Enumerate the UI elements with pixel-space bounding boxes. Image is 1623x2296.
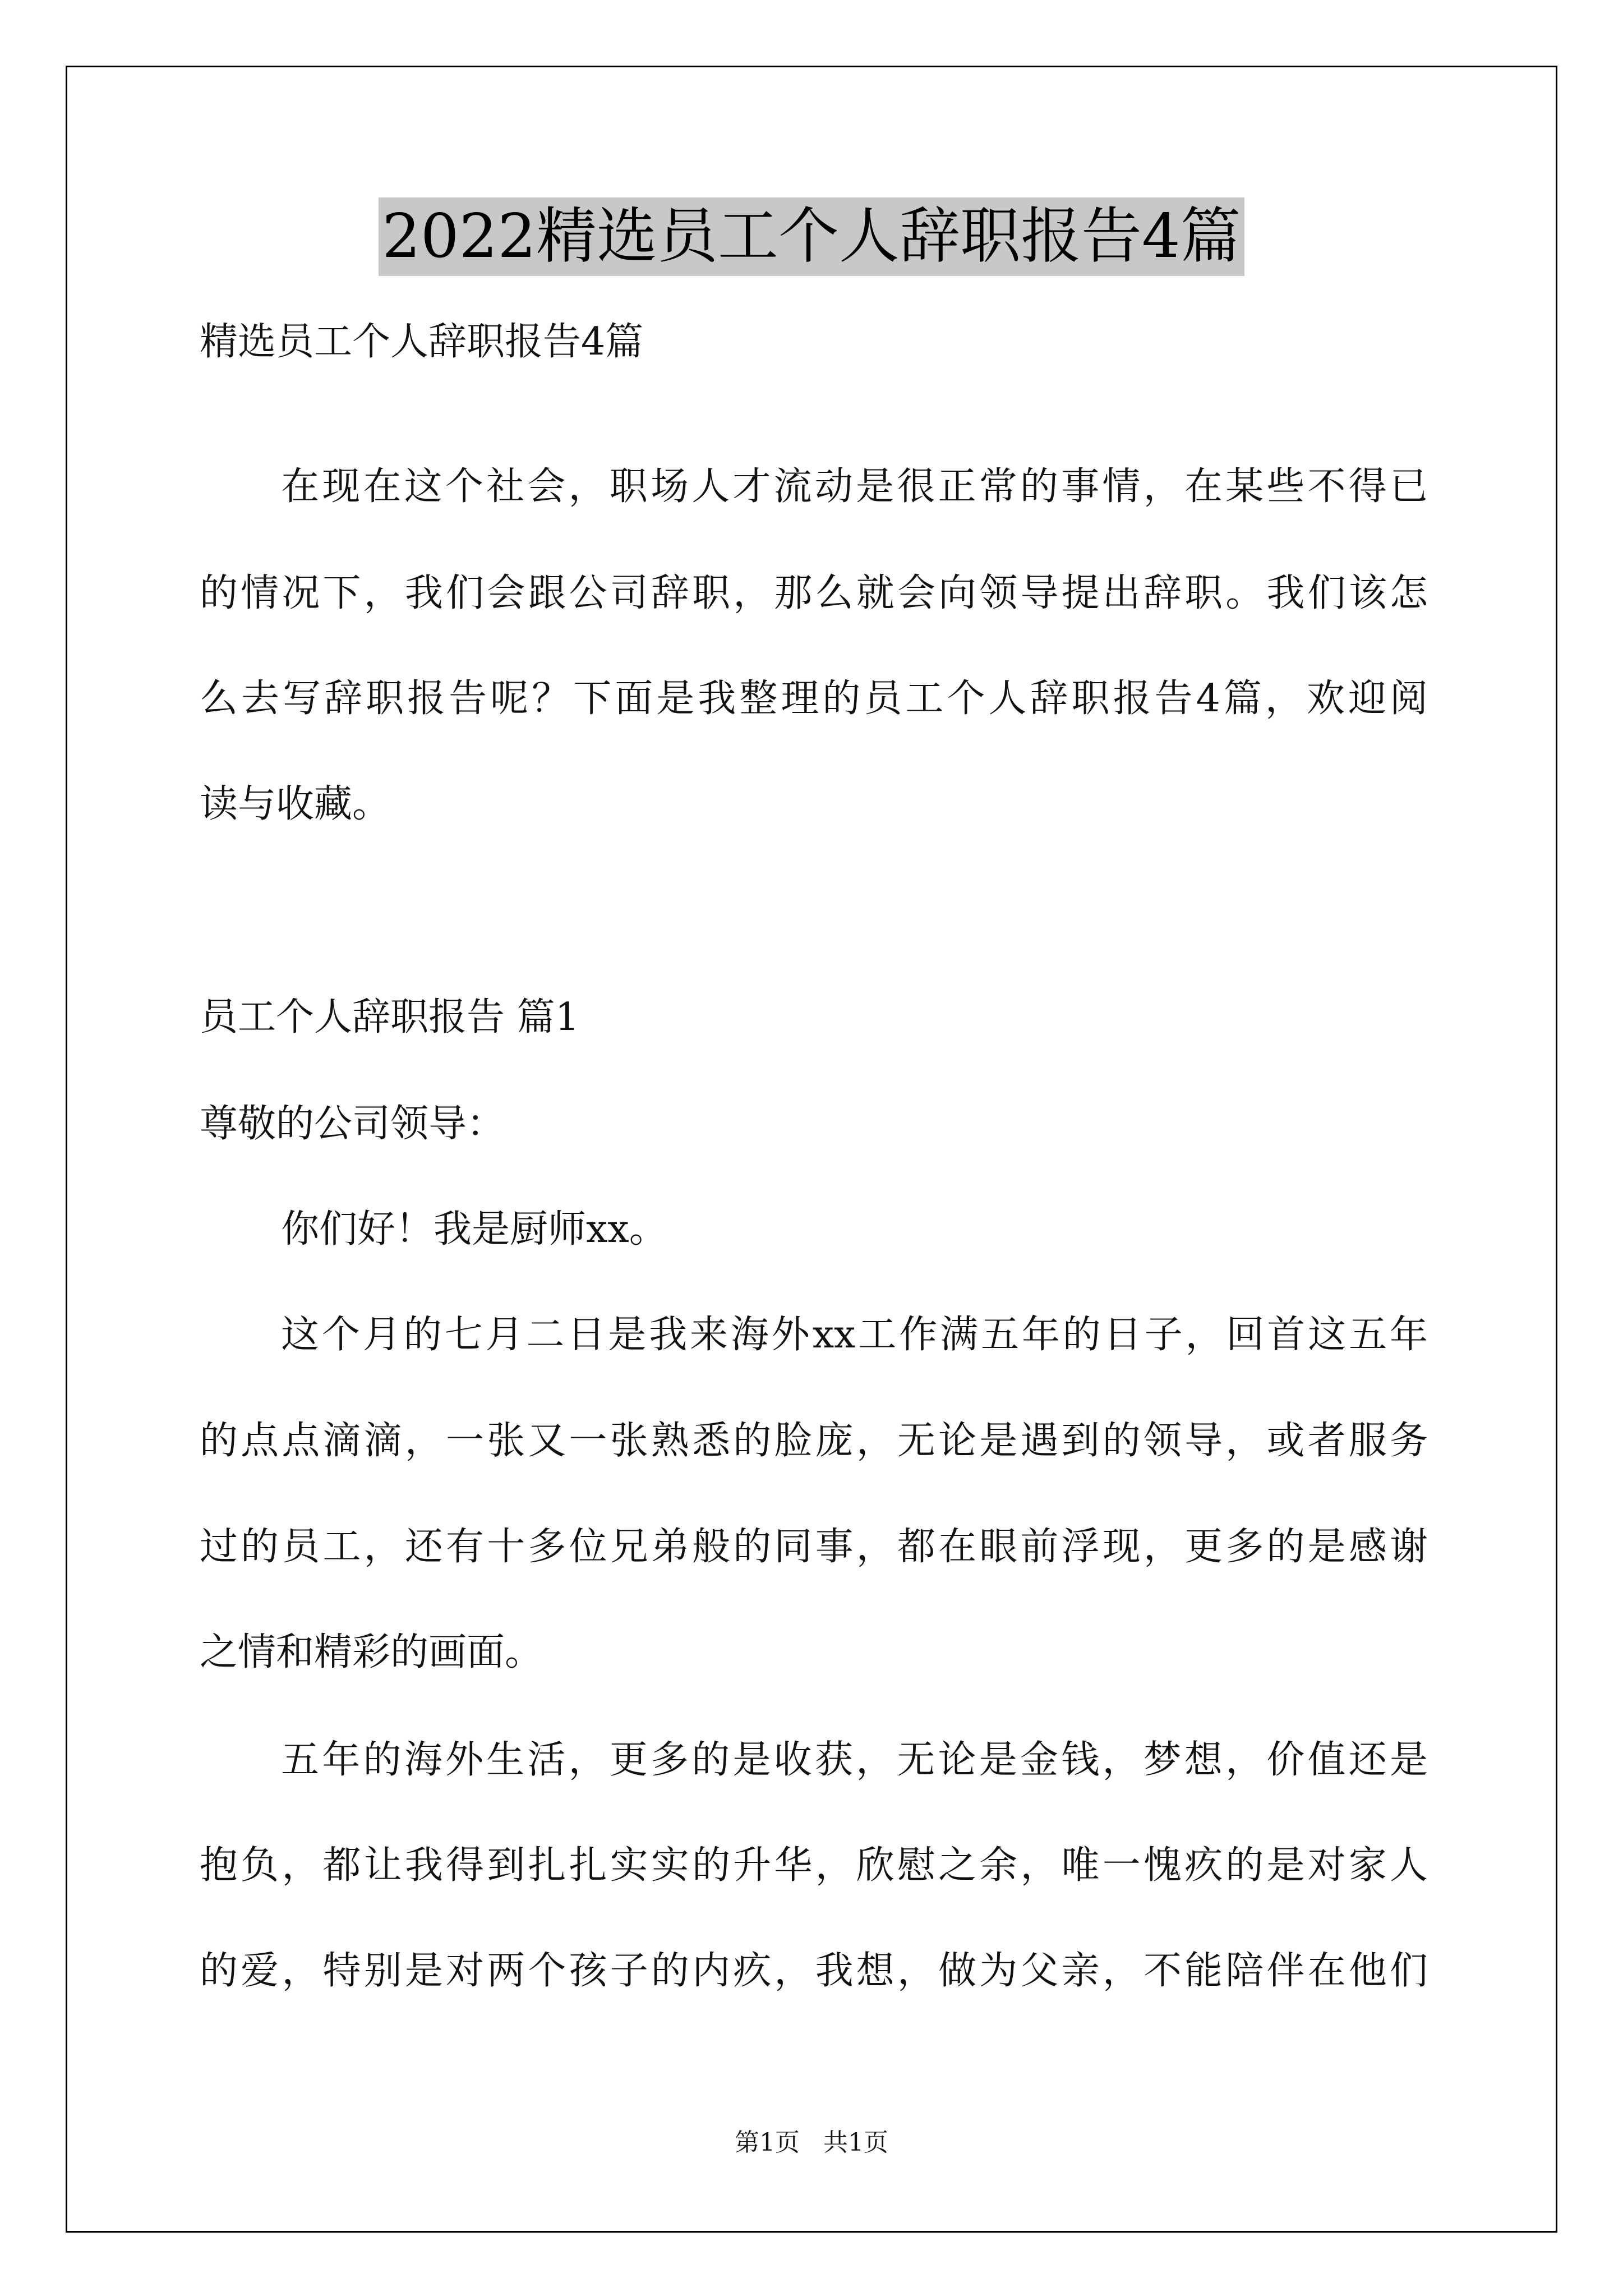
para2-line-2: 抱负，都让我得到扎扎实实的升华，欣慰之余，唯一愧疚的是对家人 <box>200 1843 1428 1888</box>
page-footer: 第1页 共1页 <box>735 2128 888 2157</box>
para2-line-3: 的爱，特别是对两个孩子的内疚，我想，做为父亲，不能陪伴在他们 <box>200 1949 1428 1993</box>
para1-line-1: 这个月的七月二日是我来海外xx工作满五年的日子，回首这五年 <box>281 1313 1428 1357</box>
intro-line-2: 的情况下，我们会跟公司辞职，那么就会向领导提出辞职。我们该怎 <box>200 571 1428 615</box>
intro-line-3: 么去写辞职报告呢？下面是我整理的员工个人辞职报告4篇，欢迎阅 <box>200 677 1428 721</box>
para1-line-2: 的点点滴滴，一张又一张熟悉的脸庞，无论是遇到的领导，或者服务 <box>200 1419 1428 1463</box>
greeting: 你们好！我是厨师xx。 <box>281 1207 667 1251</box>
salutation: 尊敬的公司领导： <box>200 1102 505 1146</box>
para1-line-4: 之情和精彩的画面。 <box>200 1630 543 1674</box>
para1-line-3: 过的员工，还有十多位兄弟般的同事，都在眼前浮现，更多的是感谢 <box>200 1525 1428 1569</box>
document-subtitle: 精选员工个人辞职报告4篇 <box>200 320 644 364</box>
para2-line-1: 五年的海外生活，更多的是收获，无论是金钱，梦想，价值还是 <box>281 1738 1428 1782</box>
section-heading: 员工个人辞职报告 篇1 <box>200 995 579 1039</box>
intro-line-1: 在现在这个社会，职场人才流动是很正常的事情，在某些不得已 <box>281 464 1428 509</box>
title-container <box>0 197 1623 276</box>
intro-line-4: 读与收藏。 <box>200 782 391 826</box>
document-title: 2022精选员工个人辞职报告4篇 <box>379 197 1244 276</box>
